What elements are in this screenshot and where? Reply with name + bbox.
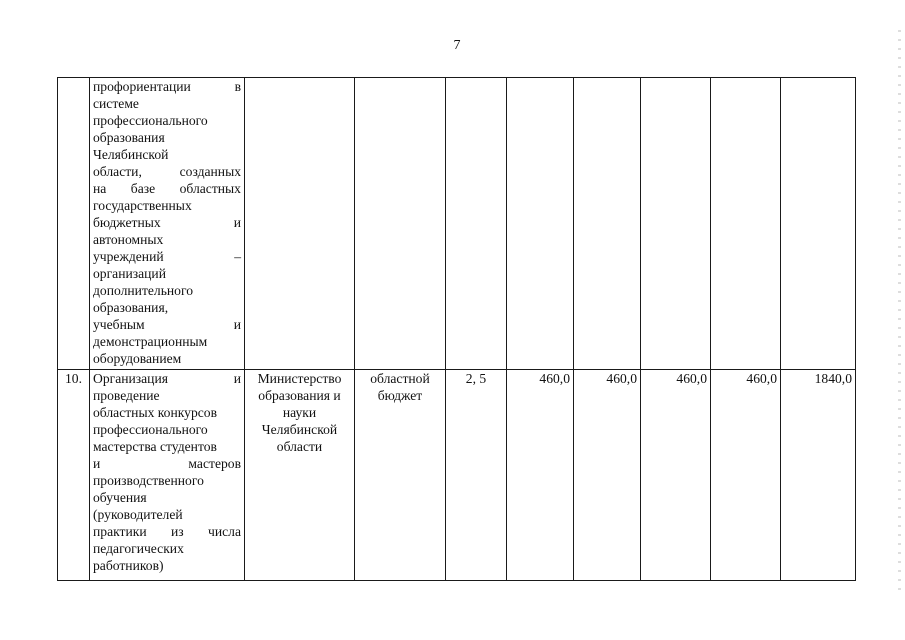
- tasks-cell: [446, 78, 507, 370]
- scan-edge-artifact: [898, 30, 901, 590]
- text-line: [93, 404, 241, 421]
- word: области,: [93, 164, 142, 179]
- program-activities-table: [57, 77, 856, 581]
- row-number-cell: [58, 78, 90, 370]
- word: работников): [93, 558, 164, 573]
- text-line: [93, 370, 241, 387]
- word: базе: [130, 181, 156, 196]
- activity-description-cell: [90, 370, 245, 581]
- word: и: [233, 371, 241, 386]
- funding-source-cell: [355, 370, 446, 581]
- page-number: 7: [453, 38, 461, 53]
- amount-year2-cell: 460,0: [574, 370, 641, 581]
- word: из: [171, 524, 184, 539]
- text-line: [93, 265, 241, 282]
- word: дополнительного: [93, 283, 194, 298]
- text-line: [93, 557, 241, 574]
- tasks-cell: 2, 5: [446, 370, 507, 581]
- amount-year3-cell: 460,0: [641, 370, 711, 581]
- funding-source-cell: [355, 78, 446, 370]
- text-line: [93, 387, 241, 404]
- word: бюджетных: [93, 215, 161, 230]
- word: производственного: [93, 473, 204, 488]
- word: проведение: [93, 388, 160, 403]
- word: в: [234, 79, 241, 94]
- text-line: [93, 78, 241, 95]
- text-line: [93, 333, 241, 350]
- word: организаций: [93, 266, 166, 281]
- text-line: областной: [370, 371, 430, 386]
- text-line: [93, 248, 241, 265]
- text-line: области: [276, 439, 323, 454]
- activity-description-cell: [90, 78, 245, 370]
- text-line: [93, 472, 241, 489]
- text-line: [93, 180, 241, 197]
- text-line: [93, 421, 241, 438]
- word: оборудованием: [93, 351, 182, 366]
- word: (руководителей: [93, 507, 183, 522]
- text-line: [93, 95, 241, 112]
- executor-cell: [245, 370, 355, 581]
- word: мастеров: [188, 456, 241, 471]
- word: автономных: [93, 232, 164, 247]
- word: числа: [208, 524, 241, 539]
- text-line: [93, 438, 241, 455]
- text-line: [93, 231, 241, 248]
- text-line: [93, 146, 241, 163]
- text-line: науки: [282, 405, 317, 420]
- executor-cell: [245, 78, 355, 370]
- text-line: [93, 506, 241, 523]
- word: демонстрационным: [93, 334, 208, 349]
- text-line: [93, 282, 241, 299]
- word: образования: [93, 130, 165, 145]
- word: образования,: [93, 300, 169, 315]
- amount-year1-cell: [507, 78, 574, 370]
- text-line: Челябинской: [261, 422, 338, 437]
- text-line: [93, 523, 241, 540]
- word: учебным: [93, 317, 145, 332]
- amount-total-cell: 1840,0: [781, 370, 856, 581]
- amount-year4-cell: [711, 78, 781, 370]
- word: системе: [93, 96, 139, 111]
- row-number-cell: 10.: [58, 370, 90, 581]
- word: Челябинской: [93, 147, 169, 162]
- text-line: Министерство: [257, 371, 342, 386]
- amount-total-cell: [781, 78, 856, 370]
- word: созданных: [179, 164, 241, 179]
- word: –: [234, 249, 241, 264]
- word: учреждений: [93, 249, 164, 264]
- text-line: [93, 163, 241, 180]
- word: областных: [179, 181, 241, 196]
- word: мастерства студентов: [93, 439, 217, 454]
- text-line: [93, 455, 241, 472]
- word: практики: [93, 524, 147, 539]
- amount-year3-cell: [641, 78, 711, 370]
- word: обучения: [93, 490, 147, 505]
- table-row: [58, 370, 856, 581]
- text-line: [93, 112, 241, 129]
- text-line: [93, 350, 241, 367]
- word: и: [233, 215, 241, 230]
- word: профессионального: [93, 422, 208, 437]
- word: Организация: [93, 371, 168, 386]
- text-line: [93, 129, 241, 146]
- amount-year1-cell: 460,0: [507, 370, 574, 581]
- table-row: [58, 78, 856, 370]
- amount-year2-cell: [574, 78, 641, 370]
- word: на: [93, 181, 107, 196]
- word: профессионального: [93, 113, 208, 128]
- word: областных конкурсов: [93, 405, 218, 420]
- text-line: бюджет: [377, 388, 423, 403]
- text-line: [93, 197, 241, 214]
- word: профориентации: [93, 79, 191, 94]
- text-line: образования и: [258, 388, 341, 403]
- text-line: [93, 489, 241, 506]
- word: педагогических: [93, 541, 184, 556]
- text-line: [93, 316, 241, 333]
- word: и: [93, 456, 101, 471]
- text-line: [93, 299, 241, 316]
- text-line: [93, 214, 241, 231]
- text-line: [93, 540, 241, 557]
- word: государственных: [93, 198, 192, 213]
- word: и: [233, 317, 241, 332]
- amount-year4-cell: 460,0: [711, 370, 781, 581]
